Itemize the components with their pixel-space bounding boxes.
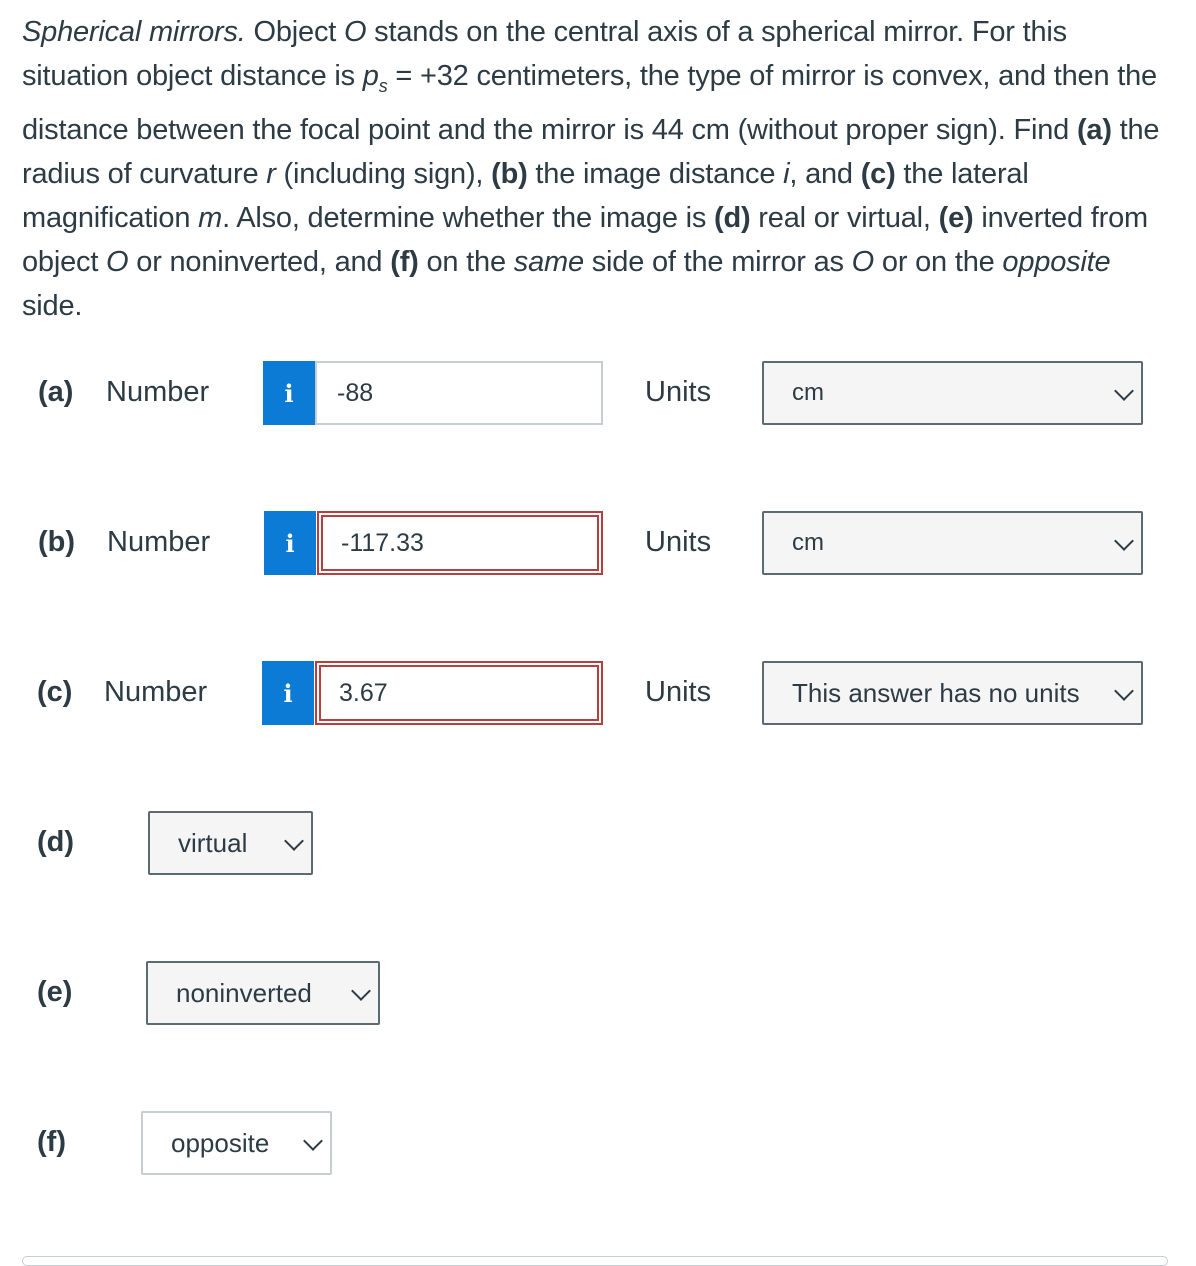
chevron-down-icon (284, 831, 304, 851)
part-b-units-label: Units (645, 526, 712, 558)
part-d-label: (d) (37, 826, 75, 858)
part-a-units-value: cm (792, 379, 824, 406)
part-c-info-icon[interactable]: i (262, 661, 314, 725)
part-e-select[interactable] (146, 961, 380, 1025)
part-c-number-label: Number (104, 676, 208, 708)
chevron-down-icon (303, 1131, 323, 1151)
part-a-number-label: Number (106, 376, 210, 408)
bottom-divider (22, 1256, 1168, 1266)
part-a-label: (a) (38, 376, 74, 408)
part-e-label: (e) (37, 976, 73, 1008)
part-c-units-value: This answer has no units (792, 677, 1080, 708)
part-f-select[interactable] (141, 1111, 332, 1175)
part-c-units-select[interactable] (762, 661, 1143, 725)
part-c-units-label: Units (645, 676, 712, 708)
part-d-select[interactable] (148, 811, 313, 875)
part-b-number-label: Number (107, 526, 211, 558)
part-c-label: (c) (37, 676, 73, 708)
part-a-number-input[interactable]: -88 (315, 361, 603, 425)
problem-statement: Spherical mirrors. Object O stands on the central axis of a spherical mirror. For this situation object distance is $p_s = +32$ centimeters, the type of mirror is convex, and then the distance between the focal point and the mirror is 44 cm (without proper sign). Find (a) the radius of curvature r (including sign), (b) the image distance i, and (c) the lateral magnification m. Also, determine whether the image is (d) real or virtual, (e) inverted from object O or noninverted, and (f) on the same side of the mirror as O or on the opposite side. (22, 16, 1160, 322)
part-b-units-select[interactable] (762, 511, 1143, 575)
part-b-label: (b) (38, 526, 76, 558)
chevron-down-icon (1114, 681, 1134, 701)
chevron-down-icon (1114, 381, 1134, 401)
part-b-info-icon[interactable]: i (264, 511, 316, 575)
chevron-down-icon (351, 981, 371, 1001)
part-a-units-label: Units (645, 376, 712, 408)
part-a-info-icon[interactable]: i (263, 361, 315, 425)
part-a-units-select[interactable] (762, 361, 1143, 425)
part-b-number-input[interactable]: -117.33 (317, 511, 603, 575)
part-d-value: virtual (178, 827, 248, 858)
part-c-number-input[interactable]: 3.67 (315, 661, 603, 725)
part-f-label: (f) (37, 1126, 66, 1158)
part-b-units-value: cm (792, 529, 824, 556)
part-f-value: opposite (171, 1127, 270, 1158)
chevron-down-icon (1114, 531, 1134, 551)
part-e-value: noninverted (176, 977, 312, 1008)
